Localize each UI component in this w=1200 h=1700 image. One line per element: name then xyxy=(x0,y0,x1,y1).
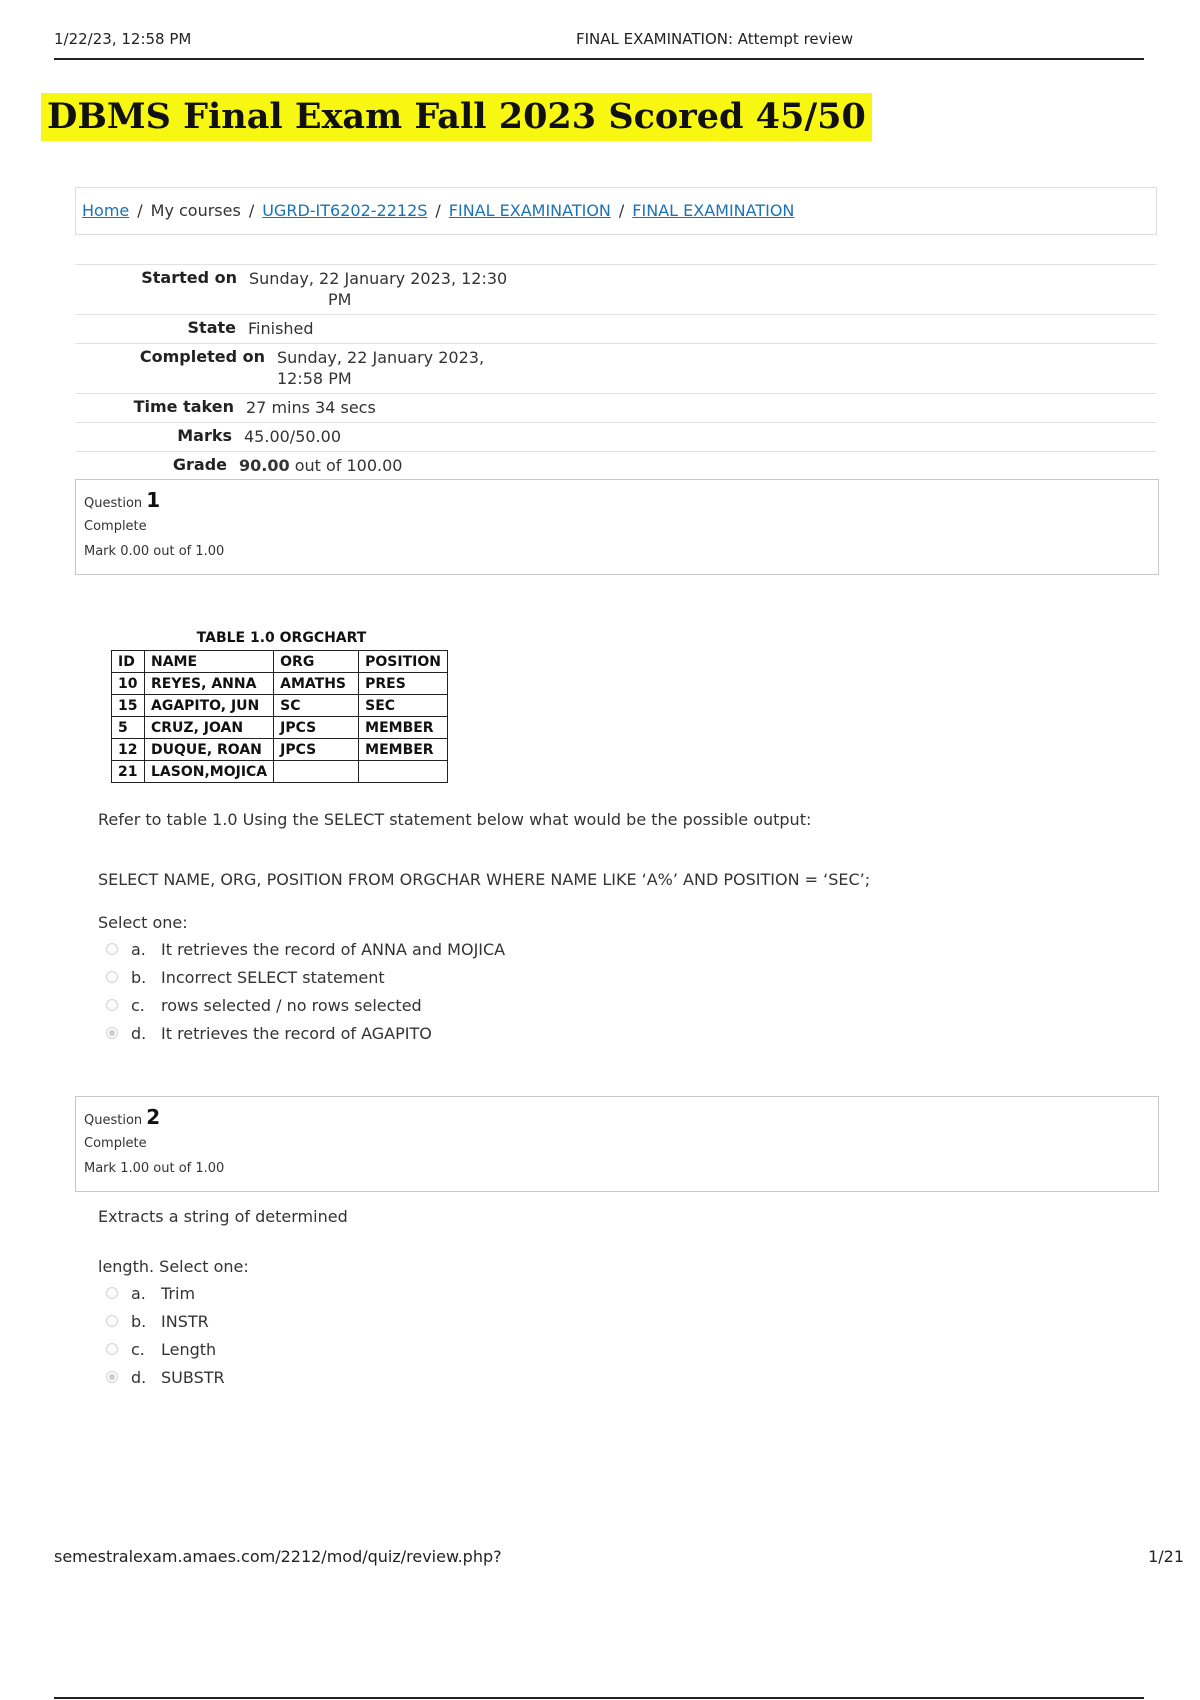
table-cell: DUQUE, ROAN xyxy=(145,739,274,761)
option-c[interactable] xyxy=(106,1335,225,1363)
grade-label: Grade xyxy=(172,455,227,474)
grade-value xyxy=(239,455,402,476)
bottom-divider xyxy=(54,1697,1144,1699)
page-number: 1/21 xyxy=(1148,1547,1184,1566)
table-cell: PRES xyxy=(359,673,448,695)
attempt-summary xyxy=(75,264,1157,480)
question-1-info xyxy=(75,479,1159,575)
table-cell: 21 xyxy=(112,761,145,783)
question-1-prompt: Select one: xyxy=(98,913,188,932)
table-row xyxy=(112,695,448,717)
table-cell: AMATHS xyxy=(274,673,359,695)
table-cell: LASON,MOJICA xyxy=(145,761,274,783)
started-label: Started on xyxy=(141,268,237,287)
table-header-name: NAME xyxy=(145,651,274,673)
option-a[interactable] xyxy=(106,935,505,963)
print-date: 1/22/23, 12:58 PM xyxy=(54,30,192,48)
time-value: 27 mins 34 secs xyxy=(246,398,376,417)
option-c[interactable] xyxy=(106,991,505,1019)
table-header-position: POSITION xyxy=(359,651,448,673)
option-text: rows selected / no rows selected xyxy=(161,995,422,1015)
option-b[interactable] xyxy=(106,1307,225,1335)
table-cell: MEMBER xyxy=(359,717,448,739)
question-label: Question xyxy=(84,496,143,511)
table-cell xyxy=(274,761,359,783)
grade-suffix: out of 100.00 xyxy=(294,456,403,475)
started-value-line1: Sunday, 22 January 2023, 12:30 xyxy=(249,269,508,288)
table-cell: AGAPITO, JUN xyxy=(145,695,274,717)
completed-value-line1: Sunday, 22 January 2023, xyxy=(277,348,485,367)
summary-row-marks xyxy=(75,422,1157,451)
summary-row-completed xyxy=(75,343,1157,393)
summary-row-time xyxy=(75,393,1157,422)
table-header-id: ID xyxy=(112,651,145,673)
radio-button-selected[interactable] xyxy=(106,1371,118,1383)
question-2-text: Extracts a string of determined xyxy=(98,1207,348,1226)
question-1-number xyxy=(84,488,1150,512)
orgchart-table xyxy=(111,650,448,783)
table-row xyxy=(112,761,448,783)
marks-label: Marks xyxy=(177,426,232,445)
breadcrumb-final-exam-link[interactable]: FINAL EXAMINATION xyxy=(448,201,611,220)
table-cell xyxy=(359,761,448,783)
option-letter: d. xyxy=(131,1367,147,1387)
option-text: INSTR xyxy=(161,1311,209,1331)
question-1-options xyxy=(106,935,505,1047)
state-label: State xyxy=(187,318,236,337)
table-cell: JPCS xyxy=(274,717,359,739)
question-label: Question xyxy=(84,1113,143,1128)
table-cell: SC xyxy=(274,695,359,717)
option-letter: c. xyxy=(131,1339,145,1359)
started-value-line2: PM xyxy=(328,290,352,309)
option-letter: d. xyxy=(131,1023,147,1043)
breadcrumb-separator: / xyxy=(435,201,441,220)
question-1-state: Complete xyxy=(84,519,147,534)
table-caption: TABLE 1.0 ORGCHART xyxy=(196,630,367,646)
option-d[interactable] xyxy=(106,1019,505,1047)
table-header-row xyxy=(112,651,448,673)
question-1-text: Refer to table 1.0 Using the SELECT statement below what would be the possible output: xyxy=(98,810,812,829)
question-2-info xyxy=(75,1096,1159,1192)
question-2-number xyxy=(84,1105,1150,1129)
question-2-options xyxy=(106,1279,225,1391)
exam-banner: DBMS Final Exam Fall 2023 Scored 45/50 xyxy=(41,93,872,141)
table-cell: JPCS xyxy=(274,739,359,761)
radio-button[interactable] xyxy=(106,1287,118,1299)
radio-button-selected[interactable] xyxy=(106,1027,118,1039)
option-text: It retrieves the record of ANNA and MOJICA xyxy=(161,939,506,959)
table-row xyxy=(112,717,448,739)
table-cell: REYES, ANNA xyxy=(145,673,274,695)
question-2-mark: Mark 1.00 out of 1.00 xyxy=(84,1161,225,1176)
option-letter: c. xyxy=(131,995,145,1015)
table-cell: 10 xyxy=(112,673,145,695)
question-1-mark: Mark 0.00 out of 1.00 xyxy=(84,544,225,559)
radio-button[interactable] xyxy=(106,999,118,1011)
table-row xyxy=(112,739,448,761)
breadcrumb xyxy=(75,187,1157,235)
print-header xyxy=(54,28,1144,60)
radio-button[interactable] xyxy=(106,1343,118,1355)
marks-value: 45.00/50.00 xyxy=(244,427,341,446)
option-b[interactable] xyxy=(106,963,505,991)
started-value xyxy=(249,268,507,310)
option-letter: b. xyxy=(131,1311,147,1331)
table-cell: CRUZ, JOAN xyxy=(145,717,274,739)
summary-row-grade xyxy=(75,451,1157,480)
question-2-state: Complete xyxy=(84,1136,147,1151)
breadcrumb-course-link[interactable]: UGRD-IT6202-2212S xyxy=(262,201,428,220)
state-value: Finished xyxy=(248,319,314,338)
print-footer xyxy=(54,1547,1184,1566)
question-2-prompt: length. Select one: xyxy=(98,1257,249,1276)
table-header-org: ORG xyxy=(274,651,359,673)
grade-score: 90.00 xyxy=(239,456,290,475)
radio-button[interactable] xyxy=(106,943,118,955)
question-number: 2 xyxy=(146,1105,161,1129)
option-letter: a. xyxy=(131,939,146,959)
table-row xyxy=(112,673,448,695)
completed-label: Completed on xyxy=(139,347,265,366)
table-cell: 15 xyxy=(112,695,145,717)
table-cell: MEMBER xyxy=(359,739,448,761)
breadcrumb-home-link[interactable]: Home xyxy=(82,201,130,220)
radio-button[interactable] xyxy=(106,971,118,983)
completed-value-line2: 12:58 PM xyxy=(277,369,352,388)
option-d[interactable] xyxy=(106,1363,225,1391)
breadcrumb-separator: / xyxy=(618,201,625,220)
summary-row-started xyxy=(75,264,1157,314)
option-text: It retrieves the record of AGAPITO xyxy=(161,1023,432,1043)
breadcrumb-my-courses: My courses xyxy=(150,201,241,220)
option-letter: b. xyxy=(131,967,147,987)
table-cell: 12 xyxy=(112,739,145,761)
option-text: Length xyxy=(161,1339,217,1359)
print-title: FINAL EXAMINATION: Attempt review xyxy=(576,30,854,48)
completed-value xyxy=(277,347,484,389)
breadcrumb-final-exam-link-2[interactable]: FINAL EXAMINATION xyxy=(632,201,795,220)
breadcrumb-separator: / xyxy=(248,201,255,220)
option-text: SUBSTR xyxy=(161,1367,225,1387)
option-text: Incorrect SELECT statement xyxy=(161,967,385,987)
option-letter: a. xyxy=(131,1283,146,1303)
table-cell: 5 xyxy=(112,717,145,739)
question-number: 1 xyxy=(146,488,161,512)
time-label: Time taken xyxy=(133,397,234,416)
option-text: Trim xyxy=(161,1283,196,1303)
breadcrumb-separator: / xyxy=(137,201,143,220)
radio-button[interactable] xyxy=(106,1315,118,1327)
footer-url: semestralexam.amaes.com/2212/mod/quiz/review.php? xyxy=(54,1547,502,1566)
table-cell: SEC xyxy=(359,695,448,717)
question-1-sql: SELECT NAME, ORG, POSITION FROM ORGCHAR WHERE NAME LIKE ‘A%’ AND POSITION = ‘SEC’; xyxy=(98,870,871,889)
option-a[interactable] xyxy=(106,1279,225,1307)
summary-row-state xyxy=(75,314,1157,343)
